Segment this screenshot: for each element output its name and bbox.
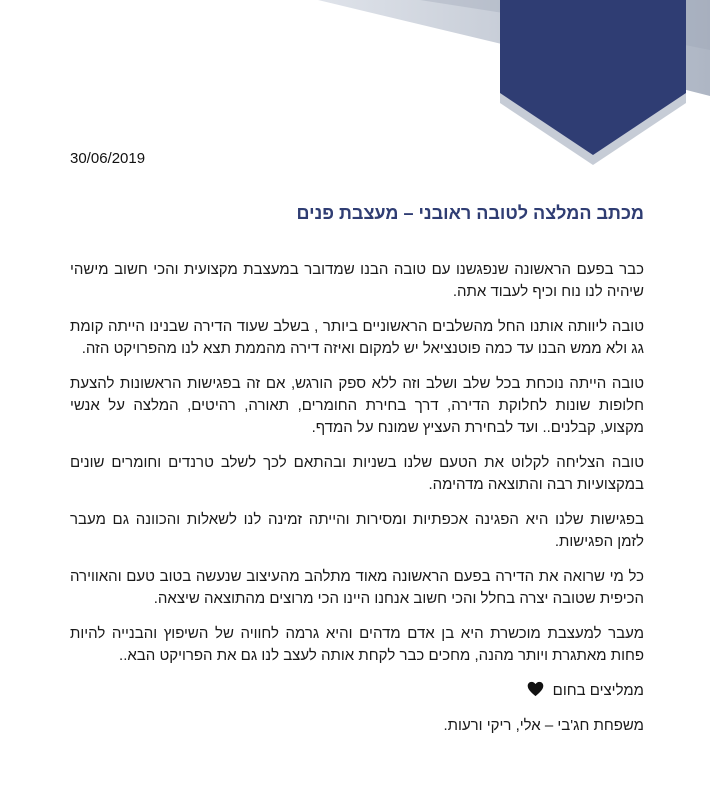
letter-body [70,259,644,737]
paragraph: טובה הצליחה לקלוט את הטעם שלנו בשניות ובהתאם לכך לשלב טרנדים וחומרים שונים במקצועיות רבה והתוצאה מדהימה. [70,454,644,493]
navy-banner [500,0,686,155]
paragraph: כבר בפעם הראשונה שנפגשנו עם טובה הבנו שמדובר במעצבת מקצועית והכי חשוב מישהי שיהיה לנו נוח וכיף לעבוד אתה. [70,261,644,300]
letter-date: 30/06/2019 [70,150,146,167]
paragraph: מעבר למעצבת מוכשרת היא בן אדם מדהים והיא גרמה לחוויה של השיפוץ והבנייה להיות פחות מאתגרת ויותר מהנה, מחכים כבר לקחת אותה לעצב לנו גם את הפרויקט הבא.. [70,625,644,664]
paragraph: בפגישות שלנו היא הפגינה אכפתיות ומסירות והייתה זמינה לנו לשאלות והכוונה גם מעבר לזמן הפגישות. [70,511,644,550]
paragraph: טובה ליוותה אותנו החל מהשלבים הראשוניים ביותר , בשלב שעוד הדירה שבנינו הייתה קומת גג ולא ממש הבנו עד כמה פוטנציאל יש למקום ואיזה דירה מהממת תצא לנו מהפרויקט הזה. [70,318,644,357]
paragraph: כל מי שרואה את הדירה בפעם הראשונה מאוד מתלהב מהעיצוב שנעשה בטוב טעם והאווירה הכיפית שטובה יצרה בחלל והכי חשוב אנחנו היינו הכי מרוצים מהתוצאה שיצאה. [70,568,644,607]
closing-text: ממליצים בחום [552,682,644,699]
heart-icon [527,681,544,697]
closing-line [70,680,644,702]
letter-title: מכתב המלצה לטובה ראובני – מעצבת פנים [296,203,644,223]
header-decoration [0,0,710,170]
signature: משפחת חג'בי – אלי, ריקי ורעות. [443,717,644,734]
paragraph: טובה הייתה נוכחת בכל שלב ושלב וזה ללא ספק הורגש, אם זה בפגישות הראשונות להצעת חלופות שונות לחלוקת הדירה, דרך בחירת החומרים, תאורה, רהיטים, המלצה על אנשי מקצוע, קבלנים.. ועד לבחירת העציץ שמונח על המדף. [70,375,644,436]
